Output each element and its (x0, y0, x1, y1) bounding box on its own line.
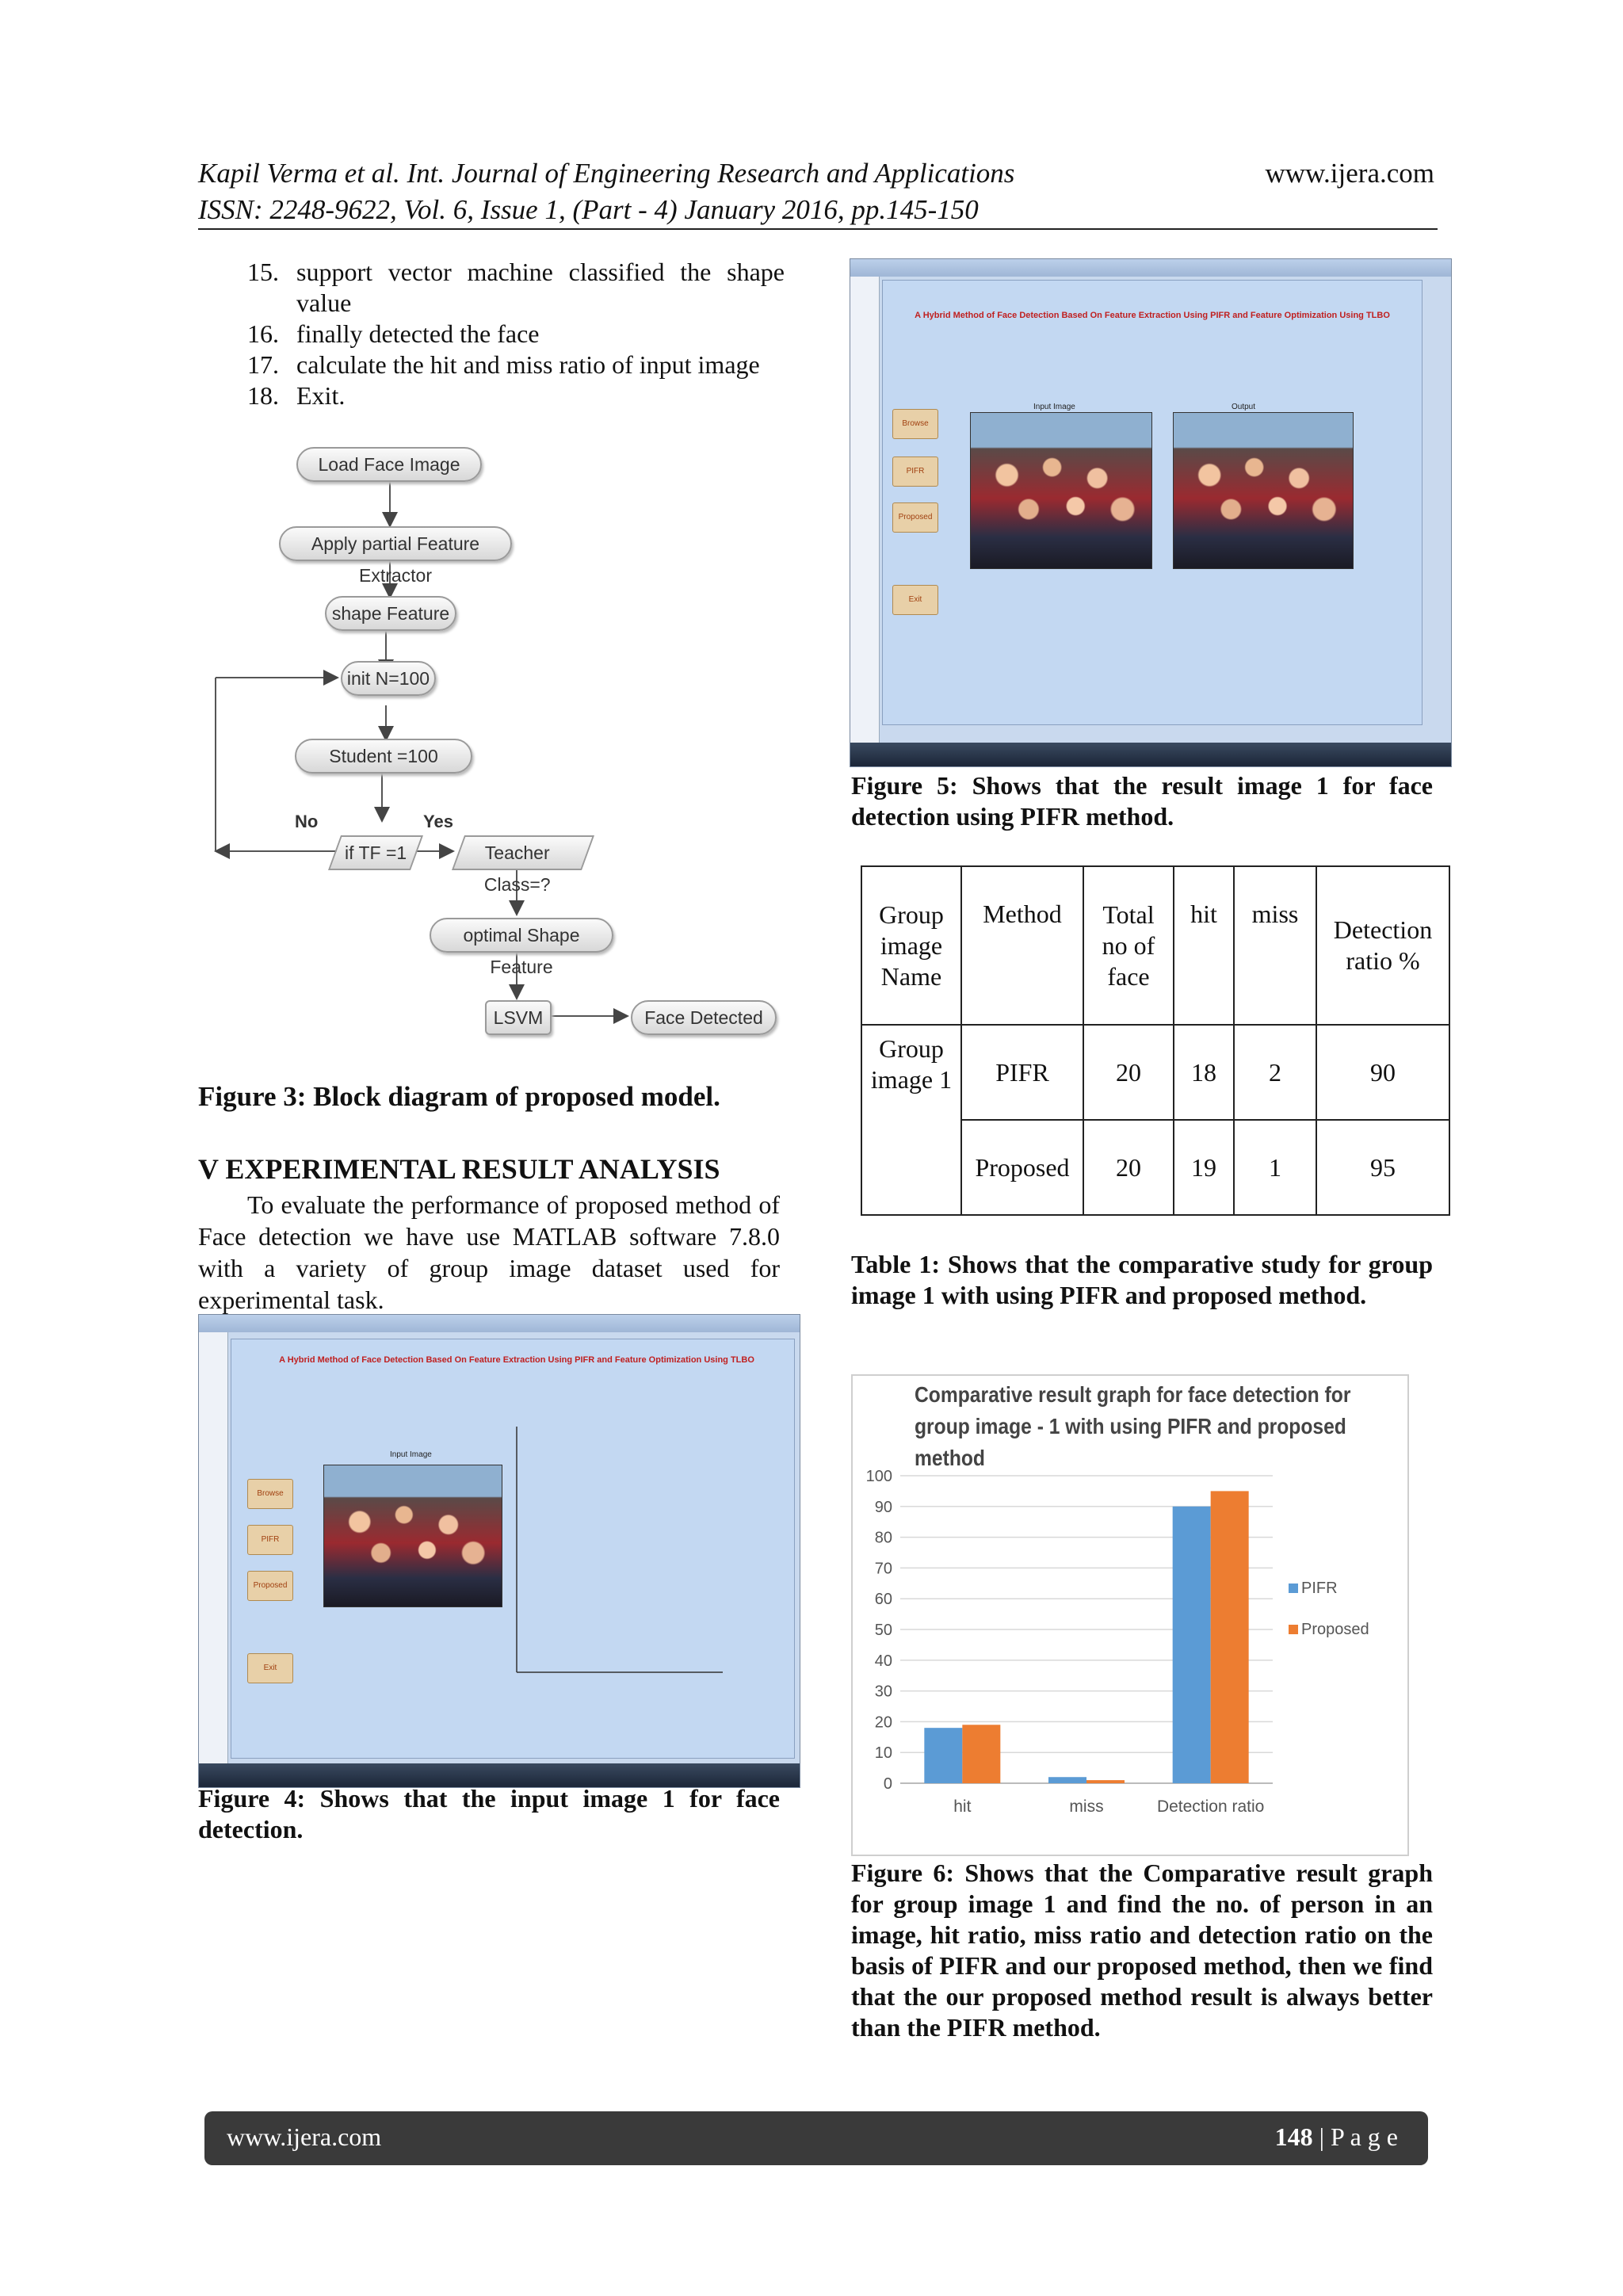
browse-button[interactable]: Browse (247, 1479, 293, 1509)
steps-list (198, 257, 785, 411)
figure-4-screenshot (198, 1314, 800, 1788)
matlab-workspace-panel (199, 1332, 228, 1763)
gui-title: A Hybrid Method of Face Detection Based On Feature Extraction Using PIFR and Feature Optimization Using TLBO (279, 1355, 754, 1365)
window-titlebar (199, 1315, 800, 1332)
y-tick-label: 20 (874, 1713, 892, 1732)
bar-proposed-miss (1086, 1780, 1125, 1783)
y-tick-label: 90 (874, 1498, 892, 1516)
y-tick-label: 50 (874, 1622, 892, 1639)
td-method: PIFR (961, 1025, 1083, 1120)
input-group-photo (323, 1465, 502, 1607)
exit-button[interactable]: Exit (892, 585, 938, 615)
table-row (861, 1025, 1449, 1120)
section-paragraph: To evaluate the performance of proposed method of Face detection we have use MATLAB software 7.8.0 with a variety of group image dataset used for experimental task. (198, 1190, 780, 1314)
matlab-editor-gutter (850, 277, 880, 743)
input-image-label: Input Image (1033, 403, 1075, 411)
flow-node-optimal: optimal Shape Feature (430, 918, 613, 953)
y-tick-label: 30 (874, 1683, 892, 1701)
block-diagram (208, 444, 786, 1046)
x-tick-label: hit (953, 1797, 972, 1816)
list-item: 17. calculate the hit and miss ratio of input image (247, 350, 760, 379)
th-hit: hit (1174, 866, 1234, 1025)
header-journal-line: Kapil Verma et al. Int. Journal of Engineering Research and Applications (198, 158, 1015, 189)
chart-plot (853, 1376, 1407, 1855)
header-url[interactable]: www.ijera.com (1265, 158, 1434, 189)
header-issn-line: ISSN: 2248-9622, Vol. 6, Issue 1, (Part - 4) January 2016, pp.145-150 (198, 194, 979, 225)
bar-proposed-hit (962, 1725, 1000, 1783)
y-tick-label: 0 (883, 1775, 892, 1793)
y-tick-label: 40 (874, 1652, 892, 1670)
td-miss: 1 (1234, 1120, 1316, 1215)
figure-3-caption: Figure 3: Block diagram of proposed model. (198, 1081, 720, 1112)
td-miss: 2 (1234, 1025, 1316, 1120)
td-hit: 19 (1174, 1120, 1234, 1215)
list-item: 15. support vector machine classified the shape value (247, 258, 785, 317)
header-rule (198, 228, 1438, 230)
bar-pifr-detection-ratio (1173, 1507, 1211, 1783)
page-word: | P a g e (1312, 2122, 1398, 2151)
pifr-button[interactable]: PIFR (247, 1525, 293, 1555)
proposed-button[interactable]: Proposed (247, 1571, 293, 1601)
flow-label-yes: Yes (423, 812, 453, 831)
output-image-label: Output (1232, 403, 1256, 411)
exit-button[interactable]: Exit (247, 1653, 293, 1683)
td-total: 20 (1083, 1120, 1174, 1215)
footer-url[interactable]: www.ijera.com (227, 2122, 382, 2151)
output-group-photo (1173, 412, 1354, 569)
td-total: 20 (1083, 1025, 1174, 1120)
chart-title: Comparative result graph for face detection for group image - 1 with using PIFR and proposed method (915, 1382, 1351, 1470)
gui-panel (882, 280, 1423, 725)
empty-plot-axes (501, 1427, 739, 1696)
y-tick-label: 70 (874, 1560, 892, 1578)
bar-pifr-miss (1048, 1777, 1086, 1783)
section-heading: V EXPERIMENTAL RESULT ANALYSIS (198, 1153, 720, 1185)
window-titlebar (850, 259, 1451, 277)
flow-node-lsvm: LSVM (485, 1000, 552, 1035)
td-method: Proposed (961, 1120, 1083, 1215)
running-header (198, 155, 1434, 228)
gui-panel (231, 1339, 795, 1759)
x-tick-label: Detection ratio (1156, 1797, 1265, 1816)
results-table (861, 865, 1450, 1216)
flow-node-apply: Apply partial Feature Extractor (279, 526, 512, 561)
legend-label: PIFR (1301, 1580, 1338, 1597)
td-ratio: 95 (1316, 1120, 1449, 1215)
table-1-caption: Table 1: Shows that the comparative study for group image 1 with using PIFR and proposed method. (851, 1250, 1433, 1309)
figure-5-screenshot (850, 258, 1452, 767)
flow-node-face: Face Detected (631, 1000, 777, 1035)
list-item: 16. finally detected the face (247, 319, 540, 348)
th-detection-ratio: Detection ratio % (1316, 866, 1449, 1025)
td-ratio: 90 (1316, 1025, 1449, 1120)
pifr-button[interactable]: PIFR (892, 457, 938, 487)
list-item: 18. Exit. (247, 381, 346, 410)
flow-node-load: Load Face Image (296, 447, 482, 482)
flow-node-iftf: if TF =1 (328, 835, 423, 870)
bar-pifr-hit (924, 1728, 962, 1783)
th-total: Total no of face (1083, 866, 1174, 1025)
td-group-name: Group image 1 (861, 1025, 961, 1215)
th-group-name: Group image Name (861, 866, 961, 1025)
flow-node-shape: shape Feature (325, 596, 456, 631)
page-number: 148 (1274, 2122, 1313, 2151)
figure-4-caption: Figure 4: Shows that the input image 1 for face detection. (198, 1784, 780, 1843)
figure-6-caption: Figure 6: Shows that the Comparative result graph for group image 1 and find the no. of person in an image, hit ratio, miss ratio and detection ratio on the basis of PIFR and our proposed method, then we find that the our proposed method result is always better than the PIFR method. (851, 1859, 1433, 2042)
y-tick-label: 100 (865, 1468, 892, 1485)
legend-swatch (1289, 1584, 1298, 1593)
y-tick-label: 60 (874, 1591, 892, 1609)
table-header-row (861, 866, 1449, 1025)
flow-node-init: init N=100 (341, 661, 436, 696)
browse-button[interactable]: Browse (892, 409, 938, 439)
proposed-button[interactable]: Proposed (892, 502, 938, 533)
footer-page (1275, 2122, 1398, 2152)
windows-taskbar (850, 743, 1451, 766)
th-miss: miss (1234, 866, 1316, 1025)
bar-proposed-detection-ratio (1211, 1491, 1249, 1783)
figure-5-caption: Figure 5: Shows that the result image 1 for face detection using PIFR method. (851, 771, 1433, 831)
gui-title: A Hybrid Method of Face Detection Based On Feature Extraction Using PIFR and Feature Optimization Using TLBO (915, 311, 1390, 320)
comparison-chart (851, 1374, 1409, 1856)
td-hit: 18 (1174, 1025, 1234, 1120)
input-group-photo (970, 412, 1152, 569)
y-tick-label: 10 (874, 1744, 892, 1763)
flow-label-no: No (295, 812, 319, 831)
y-tick-label: 80 (874, 1529, 892, 1547)
x-tick-label: miss (1069, 1797, 1104, 1816)
flow-node-teacher: Teacher Class=? (452, 835, 594, 870)
legend-swatch (1289, 1625, 1298, 1634)
th-method: Method (961, 866, 1083, 1025)
page-footer (204, 2111, 1428, 2165)
flow-node-student: Student =100 (295, 739, 472, 774)
legend-label: Proposed (1301, 1621, 1369, 1638)
input-image-label: Input Image (390, 1450, 432, 1459)
